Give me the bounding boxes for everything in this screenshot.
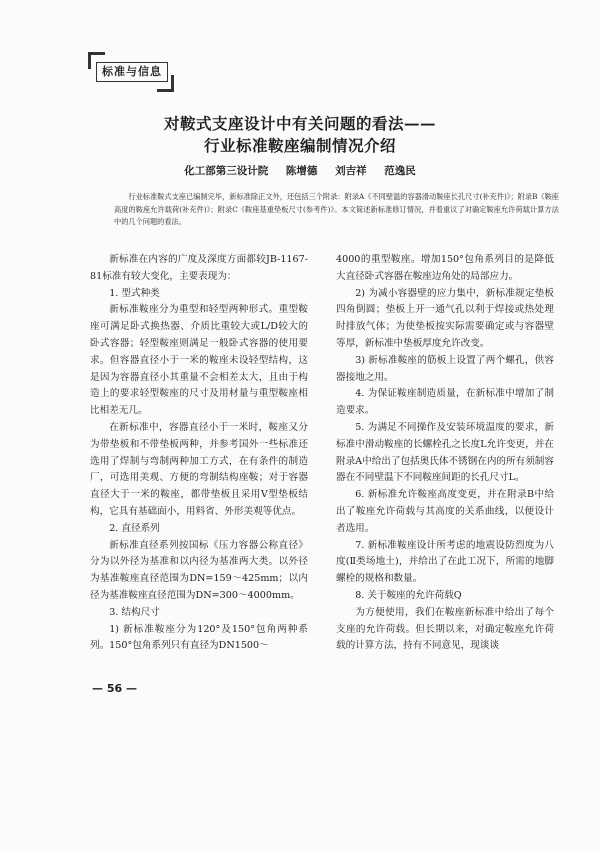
- section-heading: 2. 直径系列: [109, 522, 160, 534]
- paragraph: 6. 新标准允许鞍座高度变更，并在附录B中给出了鞍座允许荷载与其高度的关系曲线，以便设计者选用。: [336, 489, 554, 534]
- left-column: [90, 252, 308, 655]
- author-name: 刘吉祥: [335, 165, 367, 177]
- paragraph: 为方便使用，我们在鞍座新标准中给出了每个支座的允许荷载。但长期以来，对确定鞍座允许荷载的计算方法，持有不同意见，现谈谈: [336, 606, 554, 652]
- page-number: — 56 —: [92, 682, 137, 695]
- paragraph: 在新标准中，容器直径小于一米时，鞍座又分为带垫板和不带垫板两种，并参考国外一些标准还选用了焊制与弯制两种加工方式，在有条件的制造厂，可选用美观、方便的弯制结构座鞍；对于容器直径大于一米的鞍座，都带垫板且采用V型垫板结构，它具有基础面小，用料省、外形美观等优点。: [90, 421, 308, 517]
- author-name: 陈增德: [285, 165, 318, 177]
- paragraph: 2) 为减小容器壁的应力集中，新标准规定垫板四角倒圆；垫板上开一通气孔以利于焊接或热处理时排放气体；为使垫板按实际需要确定或与容器壁等厚，新标准中垫板厚度允许改变。: [336, 287, 554, 349]
- author-name: 范逸民: [384, 165, 416, 177]
- paragraph: 4000的重型鞍座。增加150°包角系列目的是降低大直径卧式容器在鞍座边角处的局部应力。: [336, 254, 554, 282]
- column-tag-label: 标准与信息: [96, 62, 168, 82]
- paragraph: 7. 新标准鞍座设计所考虑的地震设防烈度为八度(Ⅱ类场地土)，并给出了在此工况下，所需的地脚螺栓的规格和数量。: [336, 539, 554, 585]
- abstract: 行业标准鞍式支座已编制完毕，新标准除正文外，还包括三个附录：附录A《不同壁温的容器滑动鞍座长孔尺寸(补充件)》；附录B《鞍座高度的鞍座允许载荷(补充件)》；附录C《鞍座基重垫板尺寸(参考件)》。本文简述新标准修订情况，并着重议了对确定鞍座允许荷载计算方法中的几个问题的看法。: [114, 192, 559, 226]
- paragraph: 新标准直径系列按国标《压力容器公称直径》分为以外径为基准和以内径为基准两大类。以外径为基准鞍座直径范围为DN=159～425mm；以内径为基准鞍座直径范围为DN=300～4000mm。: [90, 539, 308, 601]
- paragraph: 新标准鞍座分为重型和轻型两种形式。重型鞍座可满足卧式换热器、介质比重较大或L/D较大的卧式容器；轻型鞍座则满足一般卧式容器的使用要求。但容器直径小于一米的鞍座未设轻型结构，这是因为容器直径小其重量不会相差太大，且由于构造上的要求轻型鞍座的尺寸及用材量与重型鞍座相比相差无几。: [90, 304, 308, 417]
- paragraph: 4. 为保证鞍座制造质量，在新标准中增加了制造要求。: [336, 388, 554, 417]
- article-title-line-2: 行业标准鞍座编制情况介绍: [203, 136, 396, 155]
- right-column: [336, 252, 554, 655]
- paragraph: 3) 新标准鞍座的筋板上设置了两个螺孔，供容器接地之用。: [336, 354, 554, 383]
- author-line: [0, 163, 600, 178]
- paragraph: 新标准在内容的广度及深度方面都较JB-1167-81标准有较大变化，主要表现为：: [90, 254, 308, 282]
- section-heading: 3. 结构尺寸: [109, 606, 160, 618]
- article-title-line-1: 对鞍式支座设计中有关问题的看法——: [163, 114, 436, 133]
- paragraph: 5. 为满足不同操作及安装环境温度的要求，新标准中滑动鞍座的长螺栓孔之长度L允许变更，并在附录A中给出了包括奥氏体不锈钢在内的所有须制容器在不同壁温下不同鞍座间距的长孔尺寸L。: [336, 421, 554, 484]
- column-tag: [88, 52, 174, 92]
- affiliation: 化工部第三设计院: [184, 165, 269, 177]
- paragraph: 1) 新标准鞍座分为120°及150°包角两种系列。150°包角系列只有直径为DN1500～: [90, 623, 308, 652]
- section-heading: 1. 型式种类: [109, 287, 160, 299]
- section-heading: 8. 关于鞍座的允许荷载Q: [355, 589, 462, 601]
